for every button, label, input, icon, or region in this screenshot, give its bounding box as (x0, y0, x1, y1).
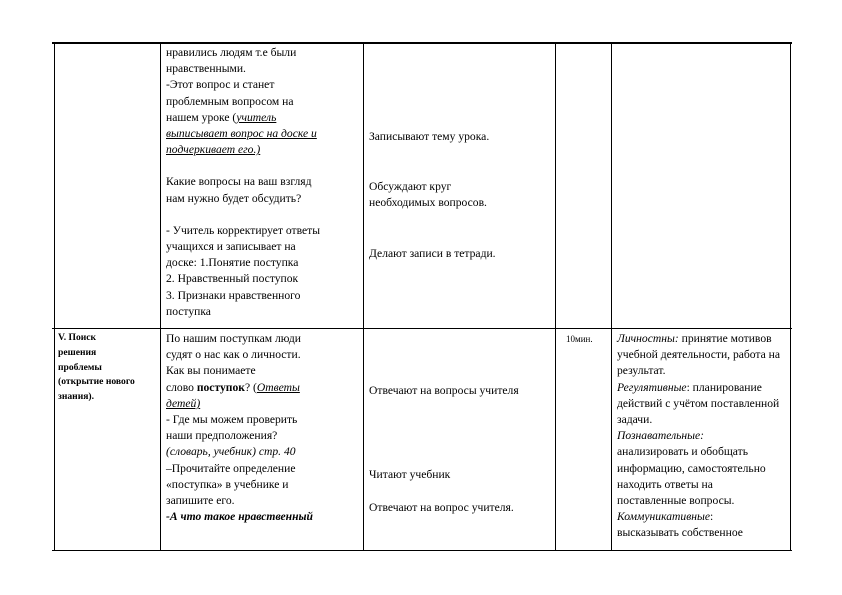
uud-text: находить ответы на (617, 477, 713, 491)
row1-teacher-text: нашем уроке ( (166, 110, 237, 124)
uud-text: : планирование (686, 380, 762, 394)
row2-teacher-line: судят о нас как о личности. (166, 348, 301, 362)
row1-teacher-line: нравились людям т.е были (166, 46, 297, 59)
row2-teacher-line: запишите его. (166, 494, 235, 508)
row1-student-text: Обсуждают круг (369, 180, 452, 193)
row1-student-text: Записывают тему урока. (369, 130, 490, 143)
uud-cell (617, 331, 790, 542)
row1-teacher-line: проблемным вопросом на (166, 94, 294, 108)
stage-line: (открытие нового (58, 376, 135, 388)
row1-student-text: Делают записи в тетради. (369, 247, 496, 260)
table-border-bottom (52, 550, 792, 551)
uud-text: задачи. (617, 413, 653, 427)
uud-personal-label: Личностны: (617, 332, 679, 345)
stage-title (58, 331, 158, 405)
teacher-note: учитель (236, 110, 277, 124)
row2-teacher-line: Как вы понимаете (166, 364, 256, 378)
uud-line (617, 380, 790, 396)
row1-teacher-line (166, 110, 362, 126)
teacher-note: подчеркивает его.) (166, 143, 261, 157)
row2-teacher-line: наши предположения? (166, 429, 278, 443)
stage-line: проблемы (58, 361, 102, 373)
row2-teacher-line: - Где мы можем проверить (166, 413, 298, 427)
uud-text: анализировать и обобщать (617, 445, 749, 459)
row1-teacher-question: Какие вопросы на ваш взгляд (166, 175, 312, 189)
uud-text: результат. (617, 364, 666, 378)
time-value: 10мин. (566, 334, 593, 344)
row2-student-text: Отвечают на вопрос учителя. (369, 501, 514, 514)
row2-teacher-line: (словарь, учебник) стр. 40 (166, 445, 296, 459)
row2-teacher-cell (166, 331, 362, 525)
answer-note: детей) (166, 396, 201, 410)
row1-teacher-list-item: - Учитель корректирует ответы (166, 223, 321, 237)
row2-teacher-text: слово (166, 380, 197, 394)
row1-teacher-list-item: учащихся и записывает на (166, 240, 296, 254)
uud-cognitive-label: Познавательные: (617, 429, 705, 443)
table-border-top (52, 42, 792, 44)
uud-line (617, 331, 790, 347)
uud-text: поставленные вопросы. (617, 494, 735, 508)
col-line-3 (555, 42, 556, 551)
col-line-right (790, 42, 791, 551)
col-line-1 (160, 42, 161, 551)
answer-note: Ответы (256, 380, 300, 394)
row2-teacher-line: «поступка» в учебнике и (166, 477, 289, 491)
row2-teacher-line (166, 380, 362, 396)
keyword-postupok: поступок (196, 380, 245, 394)
uud-text: : (710, 510, 714, 524)
row1-teacher-list-item: доске: 1.Понятие поступка (166, 256, 299, 270)
stage-line: знания). (58, 391, 95, 403)
stage-line: V. Поиск (58, 332, 97, 343)
uud-text: учебной деятельности, работа на (617, 348, 781, 362)
uud-regulatory-label: Регулятивные (617, 380, 687, 394)
row1-student-text: необходимых вопросов. (369, 196, 487, 209)
uud-text: информацию, самостоятельно (617, 461, 766, 475)
col-line-4 (611, 42, 612, 551)
teacher-note: выписывает вопрос на доске и (166, 127, 317, 141)
row1-teacher-list-item: 3. Признаки нравственного (166, 288, 301, 302)
row2-teacher-line: -А что такое нравственный (166, 510, 313, 524)
col-line-2 (363, 42, 364, 551)
row1-teacher-line: нравственными. (166, 62, 246, 76)
row2-teacher-line: –Прочитайте определение (166, 461, 296, 475)
row1-teacher-cell (166, 45, 362, 320)
col-line-left (54, 42, 55, 551)
uud-text: высказывать собственное (617, 526, 743, 540)
row1-teacher-question: нам нужно будет обсудить? (166, 191, 302, 205)
uud-line (617, 509, 790, 525)
row2-teacher-line: По нашим поступкам люди (166, 332, 301, 345)
row1-teacher-list-item: поступка (166, 304, 211, 318)
uud-communicative-label: Коммуникативные (617, 510, 710, 524)
stage-line: решения (58, 346, 97, 358)
uud-text: действий с учётом поставленной (617, 396, 780, 410)
row1-teacher-line: -Этот вопрос и станет (166, 78, 275, 92)
row2-student-text: Читают учебник (369, 468, 451, 481)
table-row-divider (52, 328, 792, 329)
row1-teacher-list-item: 2. Нравственный поступок (166, 272, 299, 286)
row2-student-text: Отвечают на вопросы учителя (369, 384, 519, 397)
row2-teacher-text: ? ( (244, 380, 257, 394)
uud-text: принятие мотивов (678, 332, 772, 345)
